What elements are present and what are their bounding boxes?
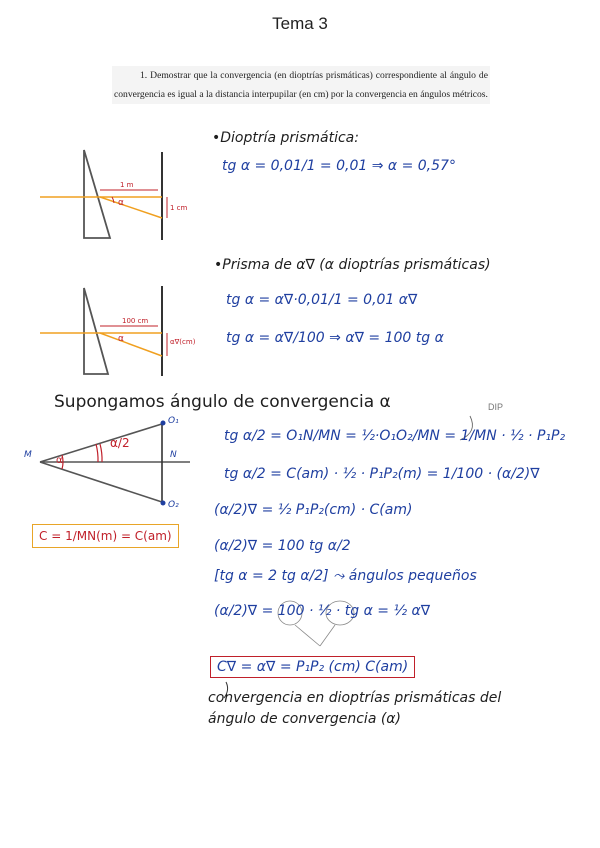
section2-heading: •Prisma de α∇ (α dioptrías prismáticas) [214,257,491,273]
dip-label: DIP [488,402,504,412]
diagram1-alpha-label: α [118,198,124,208]
result-box: C∇ = α∇ = P₁P₂ (cm) C(am) [210,656,415,678]
section1-heading: •Dioptría prismática: [212,130,359,146]
section1-formula: tg α = 0,01/1 = 0,01 ⇒ α = 0,57° [222,158,456,174]
point-o2-label: O₂ [168,500,179,510]
section2-formula1: tg α = α∇·0,01/1 = 0,01 α∇ [226,292,418,308]
deviated-ray [100,197,162,218]
angle-half-label: α/2 [110,436,130,450]
equation-4: (α/2)∇ = 100 tg α/2 [214,538,351,554]
problem-text: Demostrar que la convergencia (en dioptrías prismáticas) correspondiente al ángulo de convergencia es igual a la distancia interpupilar (en cm) por la convergencia en ángulos métricos. [114,70,488,100]
prism-shape [84,288,108,374]
diagram2-offset-label: α∇(cm) [170,338,196,346]
point-o1-label: O₁ [168,416,179,426]
equation-3: (α/2)∇ = ½ P₁P₂(cm) · C(am) [214,502,413,518]
prism-shape [84,150,110,238]
equation-2: tg α/2 = C(am) · ½ · P₁P₂(m) = 1/100 · (α/2)∇ [224,466,540,482]
equation-1: tg α/2 = O₁N/MN = ½·O₁O₂/MN = 1/MN · ½ · P₁P₂ [224,428,566,444]
point-n-label: N [170,450,177,460]
problem-number: 1. [140,70,148,81]
equation-5: [tg α = 2 tg α/2] ⤳ ángulos pequeños [214,568,477,584]
page-title: Tema 3 [272,14,328,33]
diagram1-distance-label: 1 m [120,181,134,189]
equation-6: (α/2)∇ = 100 · ½ · tg α = ½ α∇ [214,603,431,619]
section2-formula2: tg α = α∇/100 ⇒ α∇ = 100 tg α [226,330,444,346]
deviated-ray [100,333,162,356]
point-m-label: M [24,450,32,460]
section3-heading: Supongamos ángulo de convergencia α [54,392,391,412]
prism-diagram-1 [40,150,167,240]
diagram2-distance-label: 100 cm [122,317,149,325]
prism-diagram-2 [40,286,167,376]
angle-alpha-label: α [56,455,63,466]
diagram2-alpha-label: α [118,334,124,344]
diagram1-offset-label: 1 cm [170,204,188,212]
footer-line-2: ángulo de convergencia (α) [208,711,401,727]
convergence-box: C = 1/MN(m) = C(am) [32,524,179,548]
footer-line-1: convergencia en dioptrías prismáticas del [208,690,502,706]
